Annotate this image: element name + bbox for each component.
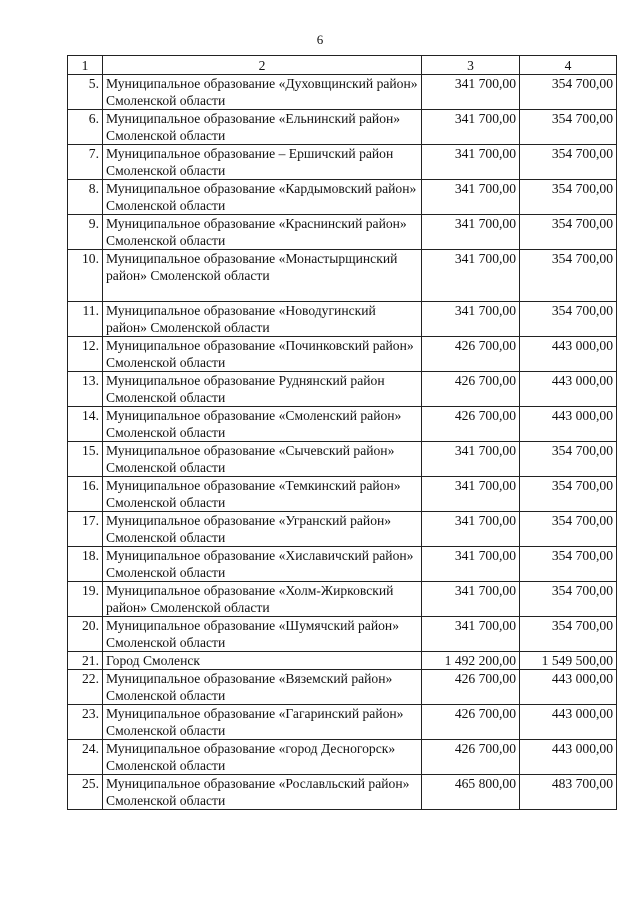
row-number: 17. [68,512,103,547]
value-col-4: 354 700,00 [520,477,617,512]
value-col-3: 426 700,00 [422,337,520,372]
value-col-4: 354 700,00 [520,582,617,617]
municipality-name: Муниципальное образование «Гагаринский район» Смоленской области [103,705,422,740]
value-col-3: 341 700,00 [422,75,520,110]
row-number: 8. [68,180,103,215]
table-row [68,512,617,547]
value-col-3: 426 700,00 [422,670,520,705]
value-col-4: 354 700,00 [520,302,617,337]
row-number: 5. [68,75,103,110]
header-col-4: 4 [520,56,617,75]
row-number: 22. [68,670,103,705]
municipality-name: Муниципальное образование «Новодугинский район» Смоленской области [103,302,422,337]
row-number: 13. [68,372,103,407]
table-row [68,180,617,215]
page-number: 6 [316,32,324,47]
table-row [68,740,617,775]
municipality-name: Муниципальное образование «Починковский район» Смоленской области [103,337,422,372]
municipality-name: Муниципальное образование «Кардымовский район» Смоленской области [103,180,422,215]
municipality-name: Муниципальное образование «Сычевский район» Смоленской области [103,442,422,477]
value-col-3: 426 700,00 [422,372,520,407]
value-col-3: 341 700,00 [422,547,520,582]
table-row [68,547,617,582]
municipality-name: Муниципальное образование «Холм-Жирковский район» Смоленской области [103,582,422,617]
value-col-3: 426 700,00 [422,407,520,442]
value-col-3: 341 700,00 [422,145,520,180]
value-col-4: 354 700,00 [520,617,617,652]
table-row [68,705,617,740]
row-number: 9. [68,215,103,250]
table-row [68,652,617,670]
value-col-4: 1 549 500,00 [520,652,617,670]
value-col-4: 354 700,00 [520,145,617,180]
table-row [68,670,617,705]
municipality-name: Муниципальное образование Руднянский район Смоленской области [103,372,422,407]
value-col-4: 354 700,00 [520,110,617,145]
row-number: 14. [68,407,103,442]
row-number: 24. [68,740,103,775]
value-col-4: 483 700,00 [520,775,617,810]
table-row [68,75,617,110]
value-col-3: 341 700,00 [422,215,520,250]
value-col-4: 443 000,00 [520,740,617,775]
value-col-4: 354 700,00 [520,547,617,582]
table-row [68,110,617,145]
value-col-4: 443 000,00 [520,670,617,705]
value-col-3: 341 700,00 [422,180,520,215]
municipality-name: Муниципальное образование «Духовщинский район» Смоленской области [103,75,422,110]
municipality-name: Муниципальное образование «Рославльский район» Смоленской области [103,775,422,810]
value-col-3: 341 700,00 [422,250,520,302]
value-col-3: 426 700,00 [422,740,520,775]
table-row [68,145,617,180]
municipality-name: Муниципальное образование «Вяземский район» Смоленской области [103,670,422,705]
table-row [68,372,617,407]
municipality-name: Муниципальное образование «Хиславичский район» Смоленской области [103,547,422,582]
row-number: 7. [68,145,103,180]
value-col-4: 354 700,00 [520,512,617,547]
value-col-4: 354 700,00 [520,75,617,110]
value-col-3: 341 700,00 [422,442,520,477]
table-row [68,215,617,250]
value-col-4: 354 700,00 [520,180,617,215]
table-row [68,617,617,652]
row-number: 20. [68,617,103,652]
header-col-2: 2 [103,56,422,75]
value-col-4: 443 000,00 [520,705,617,740]
table-row [68,337,617,372]
row-number: 15. [68,442,103,477]
table-row [68,442,617,477]
row-number: 11. [68,302,103,337]
value-col-3: 465 800,00 [422,775,520,810]
municipality-name: Муниципальное образование «Шумячский район» Смоленской области [103,617,422,652]
row-number: 16. [68,477,103,512]
municipality-name: Муниципальное образование «Угранский район» Смоленской области [103,512,422,547]
table-row [68,775,617,810]
value-col-4: 354 700,00 [520,442,617,477]
row-number: 25. [68,775,103,810]
municipality-name: Муниципальное образование «Монастырщинский район» Смоленской области [103,250,422,302]
value-col-3: 341 700,00 [422,582,520,617]
header-col-3: 3 [422,56,520,75]
municipality-name: Муниципальное образование «Смоленский район» Смоленской области [103,407,422,442]
row-number: 23. [68,705,103,740]
value-col-3: 341 700,00 [422,617,520,652]
value-col-4: 443 000,00 [520,372,617,407]
table-row [68,582,617,617]
value-col-4: 443 000,00 [520,337,617,372]
allocation-table [67,55,617,810]
value-col-3: 341 700,00 [422,302,520,337]
row-number: 18. [68,547,103,582]
table-row [68,250,617,302]
row-number: 19. [68,582,103,617]
table-body [68,75,617,810]
value-col-3: 341 700,00 [422,477,520,512]
table-row [68,407,617,442]
row-number: 21. [68,652,103,670]
value-col-4: 354 700,00 [520,215,617,250]
municipality-name: Город Смоленск [103,652,422,670]
table-row [68,302,617,337]
municipality-name: Муниципальное образование «город Десногорск» Смоленской области [103,740,422,775]
header-col-1: 1 [68,56,103,75]
municipality-name: Муниципальное образование «Ельнинский район» Смоленской области [103,110,422,145]
table-row [68,477,617,512]
municipality-name: Муниципальное образование «Темкинский район» Смоленской области [103,477,422,512]
row-number: 10. [68,250,103,302]
value-col-3: 341 700,00 [422,512,520,547]
value-col-3: 1 492 200,00 [422,652,520,670]
municipality-name: Муниципальное образование – Ершичский район Смоленской области [103,145,422,180]
row-number: 12. [68,337,103,372]
row-number: 6. [68,110,103,145]
table-header-row [68,56,617,75]
value-col-3: 426 700,00 [422,705,520,740]
value-col-3: 341 700,00 [422,110,520,145]
value-col-4: 354 700,00 [520,250,617,302]
value-col-4: 443 000,00 [520,407,617,442]
municipality-name: Муниципальное образование «Краснинский район» Смоленской области [103,215,422,250]
